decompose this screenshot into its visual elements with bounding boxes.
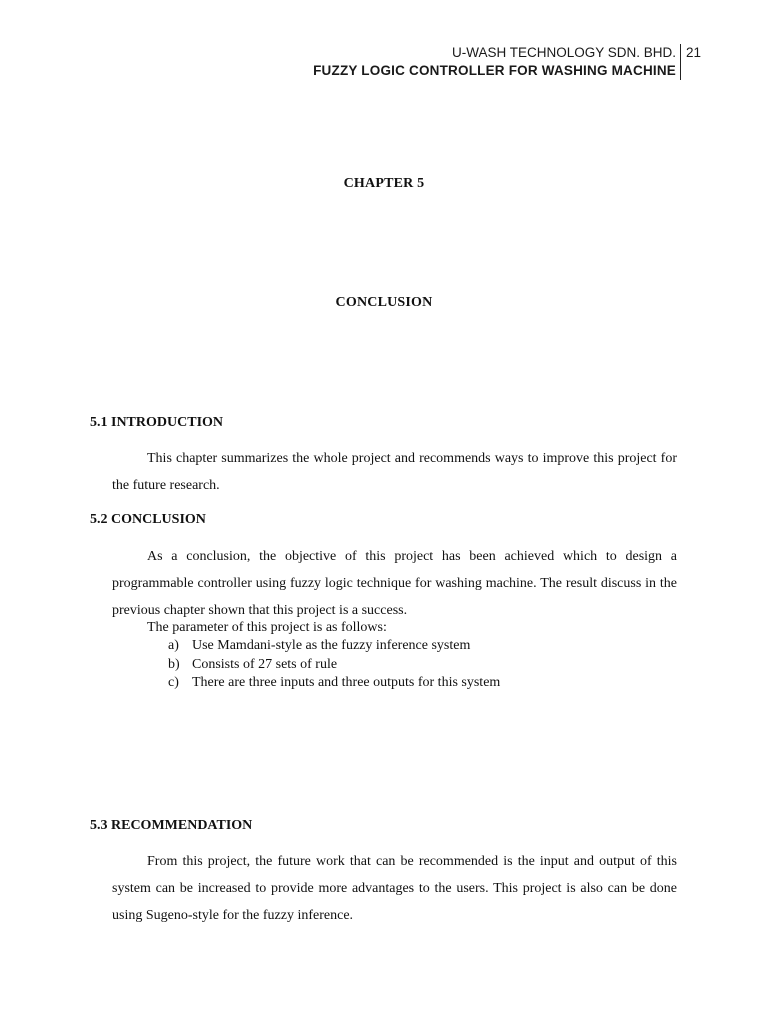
list-marker: a) — [168, 638, 179, 653]
running-header — [313, 44, 676, 80]
section-heading-introduction: 5.1 INTRODUCTION — [90, 415, 224, 430]
list-item — [168, 656, 500, 675]
header-title: FUZZY LOGIC CONTROLLER FOR WASHING MACHINE — [313, 63, 676, 78]
section-heading-recommendation: 5.3 RECOMMENDATION — [90, 818, 253, 833]
list-item-text: There are three inputs and three outputs for this system — [192, 675, 501, 690]
parameter-list-intro: The parameter of this project is as follows: — [147, 620, 387, 635]
page-number: 21 — [686, 45, 702, 60]
chapter-label: CHAPTER 5 — [343, 176, 425, 191]
list-marker: c) — [168, 675, 179, 690]
header-company: U-WASH TECHNOLOGY SDN. BHD. — [451, 45, 676, 60]
chapter-title: CONCLUSION — [335, 295, 433, 310]
section-paragraph-recommendation: From this project, the future work that can be recommended is the input and output of this system can be increased to provide more advantages to the users. This project is also can be done using Sugeno-style for the fuzzy inference. — [112, 854, 677, 923]
section-paragraph-introduction: This chapter summarizes the whole project and recommends ways to improve this project for the future research. — [112, 451, 677, 493]
parameter-list — [168, 637, 500, 693]
section-paragraph-conclusion: As a conclusion, the objective of this project has been achieved which to design a programmable controller using fuzzy logic technique for washing machine. The result discuss in the previous chapter shown that this project is a success. — [112, 549, 677, 618]
list-item — [168, 674, 500, 693]
section-heading-conclusion: 5.2 CONCLUSION — [90, 512, 206, 527]
header-divider — [680, 44, 681, 80]
list-item-text: Use Mamdani-style as the fuzzy inference system — [192, 638, 471, 653]
list-item-text: Consists of 27 sets of rule — [192, 656, 338, 672]
list-marker: b) — [168, 656, 180, 672]
list-item — [168, 637, 500, 656]
